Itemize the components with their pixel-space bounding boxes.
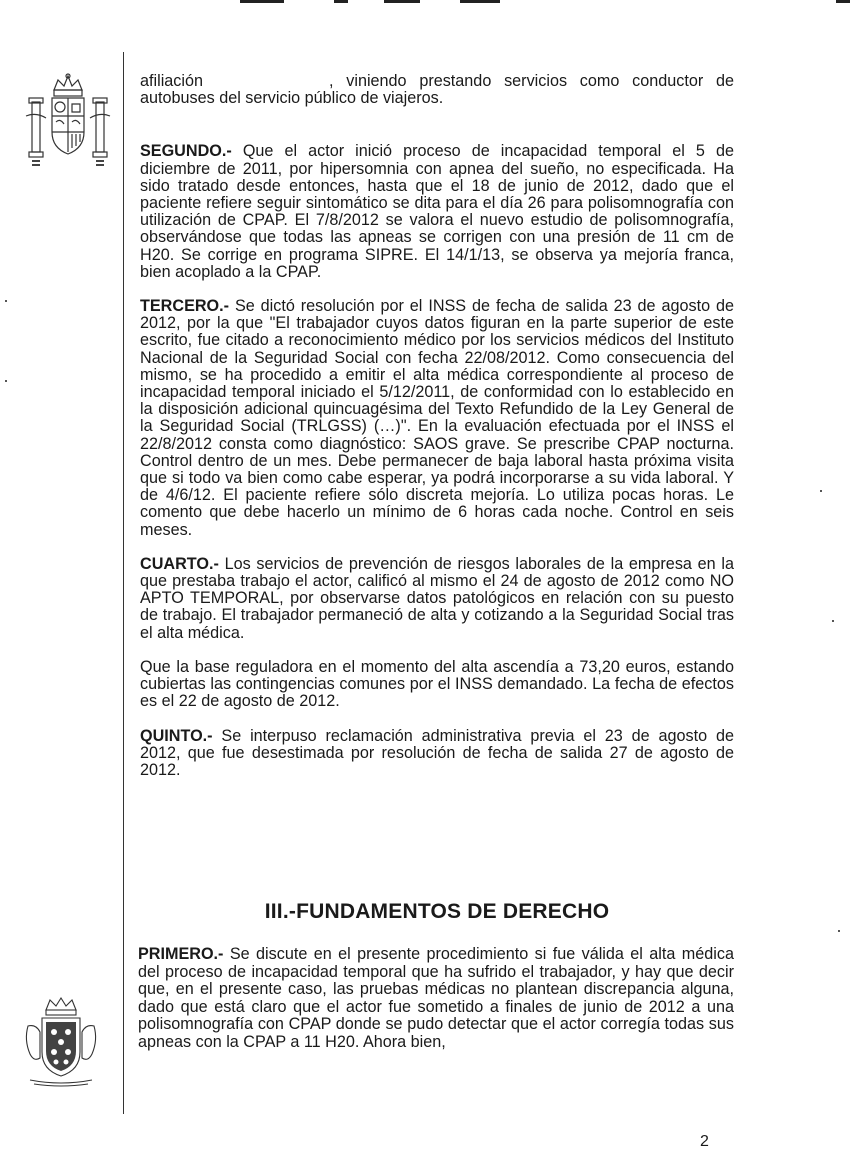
canary-islands-coat-of-arms-icon <box>20 996 102 1088</box>
margin-rule <box>123 52 124 1114</box>
paragraph-text: Se interpuso reclamación administrativa previa el 23 de agosto de 2012, que fue desestimada por resolución de fecha de salida 27 de agosto de 2012. <box>140 726 735 779</box>
paragraph-lead: CUARTO.- <box>140 554 219 573</box>
paragraph-base-reguladora <box>140 659 734 711</box>
paragraph-primero <box>138 946 734 1052</box>
paragraph-afiliacion <box>140 73 734 107</box>
paragraph-cuarto <box>140 556 734 642</box>
scan-top-marks <box>0 0 850 6</box>
paragraph-text: Que la base reguladora en el momento del alta ascendía a 73,20 euros, estando cubiertas las contingencias comunes por el INSS demandado. La fecha de efectos es el 22 de agosto de 2012. <box>140 657 734 711</box>
section-title: III.-FUNDAMENTOS DE DERECHO <box>264 900 610 923</box>
paragraph-text: Se discute en el presente procedimiento si fue válida el alta médica del proceso de incapacidad temporal que ha sufrido el trabajador, y hay que decir que, en el presente caso, las pruebas médicas no plantean discrepancia alguna, dado que está claro que el actor fue sometido a finales de junio de 2012 a una polisomnografía con CPAP donde se pudo detectar que el actor corregía todas sus apneas con la CPAP a 11 H20. Ahora bien, <box>138 945 734 1051</box>
paragraph-lead: QUINTO.- <box>140 726 213 745</box>
afiliacion-text: afiliación <box>140 72 203 90</box>
paragraph-tercero <box>140 298 734 539</box>
paragraph-quinto <box>140 728 734 780</box>
paragraph-segundo <box>140 143 734 281</box>
afiliacion-text-continued: , viniendo prestando servicios como conductor de autobuses del servicio público de viajeros. <box>140 72 734 108</box>
paragraph-lead: TERCERO.- <box>140 297 230 316</box>
paragraph-text: Que el actor inició proceso de incapacidad temporal el 5 de diciembre de 2011, por hipersomnia con apnea del sueño, no especificada. Ha sido tratado desde entonces, hasta que el 18 de junio de 2012, dado que el paciente refiere seguir sintomático se dita para el día 26 para polisomnografía con utilización de CPAP. El 7/8/2012 se valora el nuevo estudio de polisomnografía, observándose que todas las apneas se corrigen con una presión de 11 cm de H20. Se corrige en programa SIPRE. El 14/1/13, se observa ya mejoría franca, bien acoplado a la CPAP. <box>140 142 734 281</box>
document-body <box>140 73 734 796</box>
spain-coat-of-arms-icon <box>22 72 114 178</box>
paragraph-lead: PRIMERO.- <box>138 945 224 963</box>
paragraph-lead: SEGUNDO.- <box>140 142 232 161</box>
page-number: 2 <box>700 1133 709 1150</box>
fundamentos-body <box>138 946 734 1052</box>
paragraph-text: Se dictó resolución por el INSS de fecha de salida 23 de agosto de 2012, por la que "El trabajador cuyos datos figuran en la parte superior de este escrito, fue citado a reconocimiento médico por los servicios médicos del Instituto Nacional de la Seguridad Social con fecha 22/08/2012. Como consecuencia del mismo, se ha procedido a emitir el alta médica correspondiente al proceso de incapacidad temporal iniciado el 5/12/2011, de conformidad con lo establecido en la disposición adicional quincuagésima del Texto Refundido de la Ley General de la Seguridad Social (TRLGSS) (…)". En la evaluación efectuada por el INSS el 22/8/2012 consta como diagnóstico: SAOS grave. Se prescribe CPAP nocturna. Control dentro de un mes. Debe permanecer de baja laboral hasta próxima visita que si todo va bien como cabe esperar, ya podrá incorporarse a su vida laboral. Y de 4/6/12. El paciente refiere sólo discreta mejoría. Lo utiliza pocas horas. Le comento que debe hacerlo un mínimo de 6 horas cada noche. Control en seis meses. <box>140 297 734 539</box>
paragraph-text: Los servicios de prevención de riesgos laborales de la empresa en la que prestaba trabajo el actor, calificó al mismo el 24 de agosto de 2012 como NO APTO TEMPORAL, por observarse datos patológicos en relación con su puesto de trabajo. El trabajador permaneció de alta y cotizando a la Seguridad Social tras el alta médica. <box>140 554 734 642</box>
